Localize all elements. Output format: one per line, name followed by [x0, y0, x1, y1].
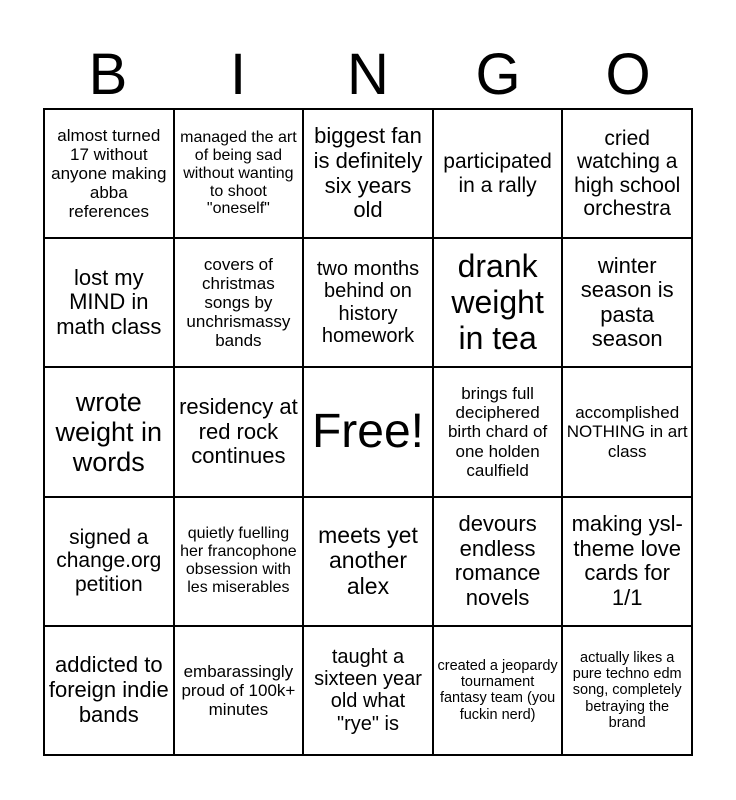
bingo-cell[interactable]: created a jeopardy tournament fantasy team (you fuckin nerd)	[433, 626, 563, 755]
bingo-cell[interactable]: actually likes a pure techno edm song, completely betraying the brand	[562, 626, 692, 755]
bingo-cell[interactable]: two months behind on history homework	[303, 238, 433, 367]
header-letter-n: N	[347, 42, 389, 107]
header-letter-o: O	[605, 42, 651, 107]
bingo-cell[interactable]: embarassingly proud of 100k+ minutes	[174, 626, 304, 755]
bingo-cell[interactable]: devours endless romance novels	[433, 497, 563, 626]
header-letter-g: G	[475, 42, 521, 107]
bingo-header	[43, 40, 693, 110]
header-letter-b: B	[88, 42, 128, 107]
bingo-cell[interactable]: wrote weight in words	[44, 367, 174, 496]
bingo-cell[interactable]: addicted to foreign indie bands	[44, 626, 174, 755]
bingo-cell[interactable]: quietly fuelling her francophone obsession with les miserables	[174, 497, 304, 626]
bingo-cell[interactable]: winter season is pasta season	[562, 238, 692, 367]
bingo-cell[interactable]: brings full deciphered birth chard of one holden caulfield	[433, 367, 563, 496]
bingo-cell[interactable]: cried watching a high school orchestra	[562, 109, 692, 238]
bingo-cell[interactable]: drank weight in tea	[433, 238, 563, 367]
bingo-cell[interactable]: taught a sixteen year old what "rye" is	[303, 626, 433, 755]
bingo-cell[interactable]: signed a change.org petition	[44, 497, 174, 626]
free-space-cell[interactable]: Free!	[303, 367, 433, 496]
bingo-cell[interactable]: residency at red rock continues	[174, 367, 304, 496]
bingo-cell[interactable]: participated in a rally	[433, 109, 563, 238]
bingo-cell[interactable]: making ysl-theme love cards for 1/1	[562, 497, 692, 626]
bingo-cell[interactable]: accomplished NOTHING in art class	[562, 367, 692, 496]
bingo-cell[interactable]: meets yet another alex	[303, 497, 433, 626]
bingo-cell[interactable]: managed the art of being sad without wanting to shoot "oneself"	[174, 109, 304, 238]
bingo-cell[interactable]: biggest fan is definitely six years old	[303, 109, 433, 238]
bingo-cell[interactable]: covers of christmas songs by unchrismassy bands	[174, 238, 304, 367]
bingo-cell[interactable]: lost my MIND in math class	[44, 238, 174, 367]
bingo-cell[interactable]: almost turned 17 without anyone making abba references	[44, 109, 174, 238]
bingo-grid	[43, 108, 693, 756]
header-letter-i: I	[229, 42, 247, 107]
